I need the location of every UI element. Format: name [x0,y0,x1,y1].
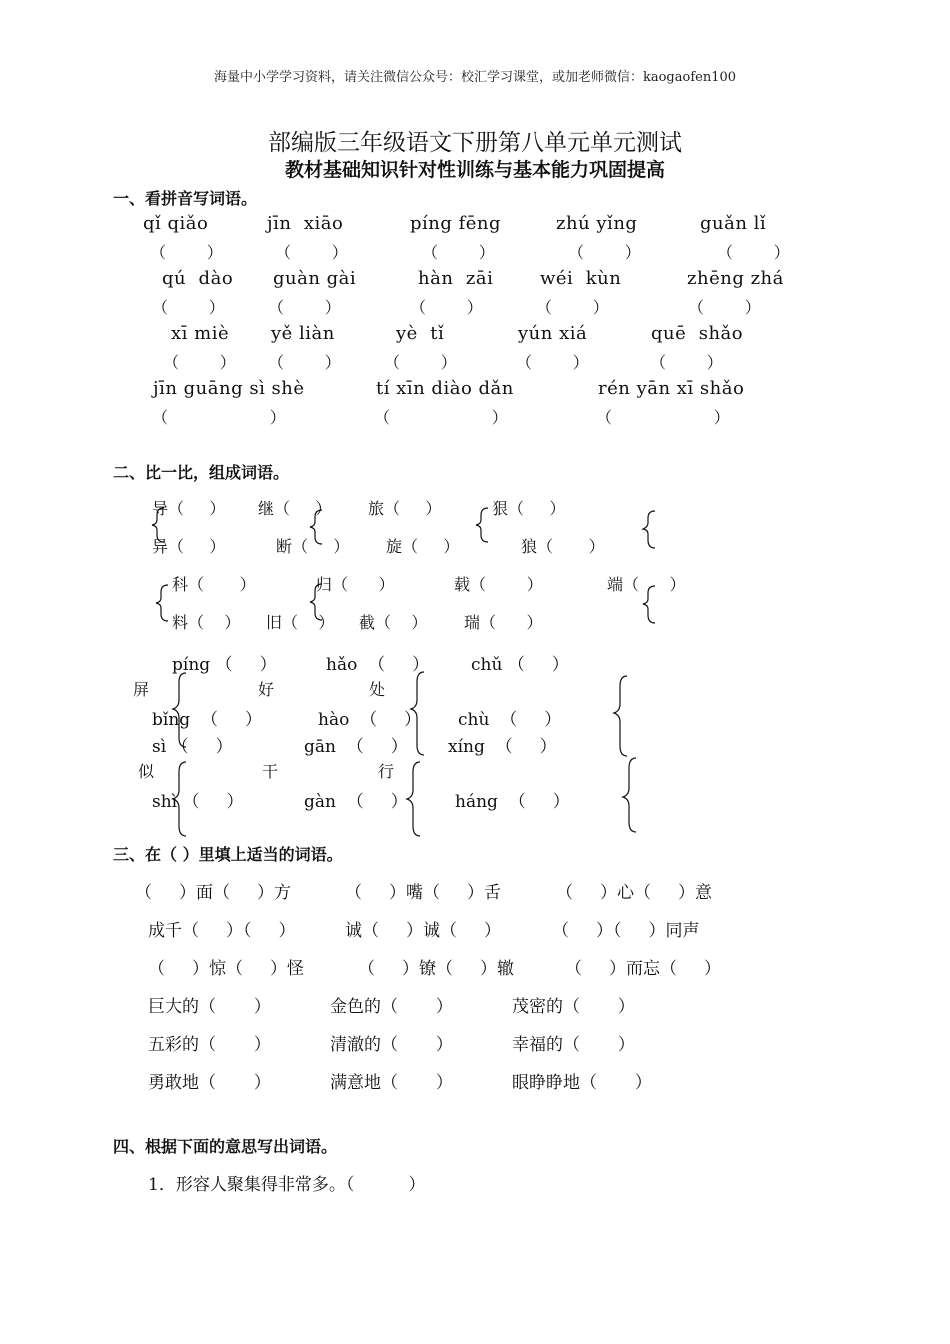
fill-item[interactable]: 金色的（ ） [330,997,453,1017]
fill-item[interactable]: 五彩的（ ） [148,1035,271,1055]
fill-item[interactable]: （ ）惊（ ）怪 [148,959,305,979]
fill-item[interactable]: 勇敢地（ ） [148,1073,271,1093]
polyphone-item[interactable]: háng （ ） [455,792,570,812]
answer-blank[interactable]: （ ） [268,353,341,372]
answer-blank[interactable]: （ ） [374,408,508,427]
fill-item[interactable]: 成千（ ）（ ） [148,921,296,941]
answer-blank[interactable]: （ ） [650,353,723,372]
compare-item[interactable]: 科（ ） [172,575,256,594]
answer-blank[interactable]: （ ） [410,298,483,317]
answer-blank[interactable]: （ ） [150,243,223,262]
brace-icon [643,511,655,548]
compare-item[interactable]: 旧（ ） [266,613,335,632]
answer-blank[interactable]: （ ） [152,408,286,427]
answer-blank[interactable]: （ ） [596,408,730,427]
fill-item[interactable]: （ ）（ ）同声 [552,921,700,941]
fill-item[interactable]: （ ）镣（ ）辙 [358,959,515,979]
answer-blank[interactable]: （ ） [163,353,236,372]
compare-item[interactable]: 归（ ） [316,575,395,594]
pinyin-item: yě liàn [271,323,335,344]
brace-icon [156,585,168,621]
polyphone-char: 屏 [133,680,150,699]
section-1-heading: 一、看拼音写词语。 [113,189,258,208]
brace-icon [173,762,186,836]
brace-icon [310,510,322,544]
pinyin-item: xī miè [171,323,230,344]
pinyin-item: hàn zāi [418,268,494,289]
pinyin-item: qǐ qiǎo [143,213,209,234]
fill-item[interactable]: 眼睁睁地（ ） [512,1073,652,1093]
section-3-heading: 三、在（ ）里填上适当的词语。 [113,845,343,864]
answer-blank[interactable]: （ ） [275,243,348,262]
answer-blank[interactable]: （ ） [268,298,341,317]
compare-item[interactable]: 断（ ） [276,537,350,556]
fill-item[interactable]: 巨大的（ ） [148,997,271,1017]
pinyin-item: zhēng zhá [687,268,784,289]
fill-item[interactable]: 清澈的（ ） [330,1035,453,1055]
answer-blank[interactable]: （ ） [384,353,457,372]
fill-item[interactable]: （ ）面（ ）方 [135,883,292,903]
polyphone-char: 似 [138,762,155,781]
pinyin-item: guǎn lǐ [700,213,767,234]
polyphone-char: 好 [258,680,275,699]
pinyin-item: yún xiá [518,323,588,344]
answer-blank[interactable]: （ ） [516,353,589,372]
section-2-heading: 二、比一比，组成词语。 [113,463,290,482]
pinyin-item: píng fēng [410,213,502,234]
answer-blank[interactable]: （ ） [717,243,790,262]
compare-item[interactable]: 截（ ） [359,613,428,632]
compare-item[interactable]: 异（ ） [152,537,226,556]
pinyin-item: jīn xiāo [267,213,344,234]
compare-item[interactable]: 继（ ） [258,499,332,518]
compare-item[interactable]: 旋（ ） [386,537,460,556]
polyphone-item[interactable]: hào （ ） [318,710,422,730]
compare-item[interactable]: 端（ ） [607,575,686,594]
pinyin-item: wéi kùn [540,268,622,289]
polyphone-item[interactable]: shì （ ） [152,792,244,812]
compare-item[interactable]: 载（ ） [454,575,543,594]
fill-item[interactable]: （ ）心（ ）意 [556,883,713,903]
fill-item[interactable]: 幸福的（ ） [512,1035,635,1055]
answer-blank[interactable]: （ ） [688,298,761,317]
fill-item[interactable]: 满意地（ ） [330,1073,453,1093]
polyphone-item[interactable]: bǐng （ ） [152,710,262,730]
polyphone-char: 处 [369,680,386,699]
brace-icon [407,762,420,836]
compare-item[interactable]: 旅（ ） [368,499,442,518]
meaning-question[interactable]: 1．形容人聚集得非常多。（ ） [148,1175,426,1195]
fill-item[interactable]: （ ）嘴（ ）舌 [345,883,502,903]
polyphone-item[interactable]: píng （ ） [172,655,277,675]
compare-item[interactable]: 料（ ） [172,613,241,632]
page-title: 部编版三年级语文下册第八单元单元测试 [268,130,682,156]
brace-icon [411,672,424,755]
polyphone-char: 干 [262,762,279,781]
pinyin-item: yè tǐ [396,323,445,344]
brace-icon [310,584,322,620]
header-note: 海量中小学学习资料，请关注微信公众号：校汇学习课堂，或加老师微信：kaogaofen100 [213,70,737,85]
fill-item[interactable]: （ ）而忘（ ） [565,959,722,979]
brace-icon [643,586,655,623]
polyphone-item[interactable]: xíng （ ） [448,737,557,757]
polyphone-item[interactable]: chù （ ） [458,710,562,730]
brace-icon [152,508,164,542]
pinyin-item: guàn gài [273,268,357,289]
brace-icon [614,676,627,756]
polyphone-item[interactable]: chǔ （ ） [471,655,569,675]
page-subtitle: 教材基础知识针对性训练与基本能力巩固提高 [284,159,665,181]
brace-icon [623,758,636,832]
polyphone-item[interactable]: gàn （ ） [304,792,408,812]
polyphone-item[interactable]: sì （ ） [152,737,233,757]
answer-blank[interactable]: （ ） [568,243,641,262]
compare-item[interactable]: 导（ ） [152,499,226,518]
answer-blank[interactable]: （ ） [152,298,225,317]
polyphone-item[interactable]: hǎo （ ） [326,655,430,675]
pinyin-item: jīn guāng sì shè [153,378,305,399]
pinyin-item: quē shǎo [651,323,744,344]
section-4-heading: 四、根据下面的意思写出词语。 [113,1137,338,1156]
brace-icon [173,673,186,747]
pinyin-item: tí xīn diào dǎn [376,378,514,399]
fill-item[interactable]: 茂密的（ ） [512,997,635,1017]
compare-item[interactable]: 狼（ ） [521,537,605,556]
compare-item[interactable]: 狠（ ） [492,499,566,518]
brace-icon [476,508,488,542]
answer-blank[interactable]: （ ） [536,298,609,317]
answer-blank[interactable]: （ ） [422,243,495,262]
polyphone-char: 行 [378,762,395,781]
pinyin-item: qú dào [162,268,234,289]
pinyin-item: rén yān xī shǎo [598,378,745,399]
compare-item[interactable]: 瑞（ ） [464,613,543,632]
fill-item[interactable]: 诚（ ）诚（ ） [345,921,502,941]
polyphone-item[interactable]: gān （ ） [304,737,408,757]
pinyin-item: zhú yǐng [556,213,638,234]
